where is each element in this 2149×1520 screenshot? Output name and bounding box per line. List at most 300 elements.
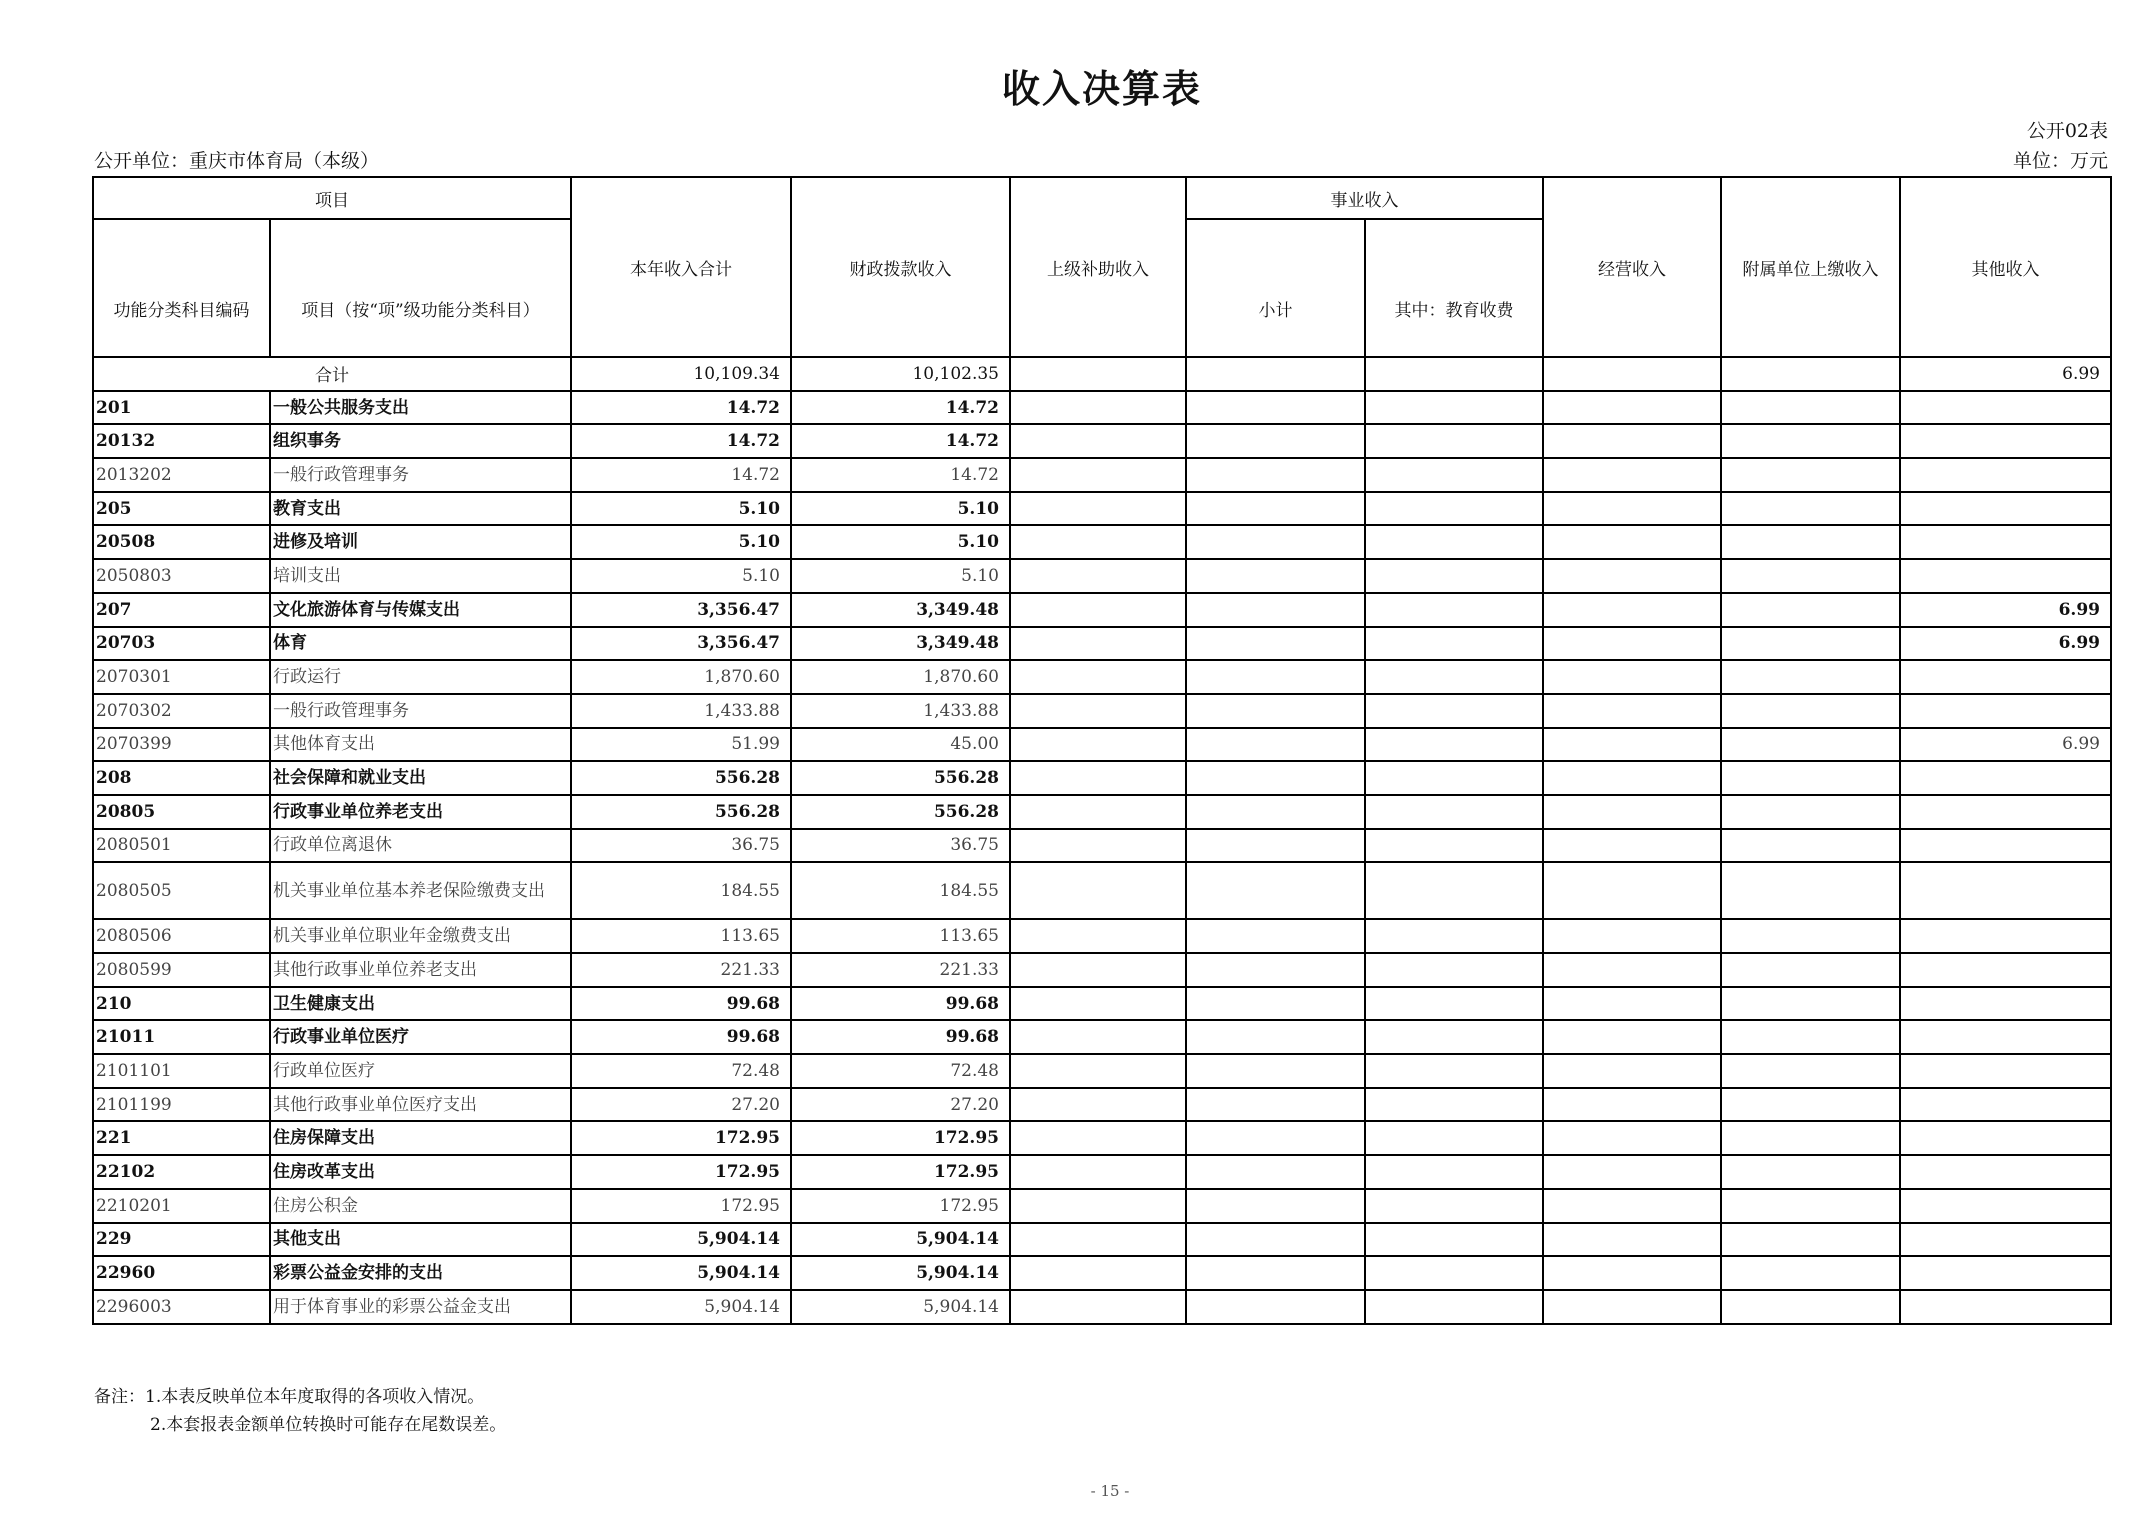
empty-cell xyxy=(1543,761,1721,795)
row-code: 2070399 xyxy=(93,728,270,762)
empty-cell xyxy=(1721,1020,1900,1054)
table-row xyxy=(93,593,2111,627)
empty-cell xyxy=(1543,987,1721,1021)
row-total: 99.68 xyxy=(571,987,791,1021)
empty-cell xyxy=(1186,391,1365,425)
row-other xyxy=(1900,862,2111,919)
header-total: 本年收入合计 xyxy=(571,177,791,357)
row-other xyxy=(1900,525,2111,559)
empty-cell xyxy=(1543,1088,1721,1122)
empty-cell xyxy=(1186,1189,1365,1223)
empty-cell xyxy=(1721,1088,1900,1122)
empty-cell xyxy=(1721,492,1900,526)
row-other xyxy=(1900,660,2111,694)
empty-cell xyxy=(1365,953,1543,987)
empty-cell xyxy=(1543,458,1721,492)
table-row xyxy=(93,1155,2111,1189)
row-other xyxy=(1900,829,2111,863)
row-name: 住房保障支出 xyxy=(270,1121,571,1155)
empty-cell xyxy=(1543,1155,1721,1189)
row-name: 体育 xyxy=(270,627,571,661)
empty-cell xyxy=(1186,795,1365,829)
row-other xyxy=(1900,1256,2111,1290)
empty-cell xyxy=(1543,1020,1721,1054)
row-fiscal: 1,870.60 xyxy=(791,660,1010,694)
empty-cell xyxy=(1365,795,1543,829)
table-row xyxy=(93,1189,2111,1223)
empty-cell xyxy=(1010,559,1186,593)
row-fiscal: 72.48 xyxy=(791,1054,1010,1088)
row-code: 201 xyxy=(93,391,270,425)
row-name: 其他行政事业单位医疗支出 xyxy=(270,1088,571,1122)
empty-cell xyxy=(1721,525,1900,559)
empty-cell xyxy=(1721,795,1900,829)
row-total: 184.55 xyxy=(571,862,791,919)
row-name: 其他行政事业单位养老支出 xyxy=(270,953,571,987)
empty-cell xyxy=(1365,728,1543,762)
row-fiscal: 556.28 xyxy=(791,795,1010,829)
empty-cell xyxy=(1365,391,1543,425)
table-row xyxy=(93,694,2111,728)
header-code: 功能分类科目编码 xyxy=(93,219,270,357)
row-code: 2013202 xyxy=(93,458,270,492)
empty-cell xyxy=(1543,559,1721,593)
empty-cell xyxy=(1010,1054,1186,1088)
empty-cell xyxy=(1721,1054,1900,1088)
empty-cell xyxy=(1365,593,1543,627)
row-fiscal: 221.33 xyxy=(791,953,1010,987)
empty-cell xyxy=(1365,1256,1543,1290)
table-row xyxy=(93,1223,2111,1257)
row-fiscal: 99.68 xyxy=(791,987,1010,1021)
empty-cell xyxy=(1186,728,1365,762)
money-unit: 单位：万元 xyxy=(2012,150,2108,172)
row-code: 22102 xyxy=(93,1155,270,1189)
header-business: 事业收入 xyxy=(1186,177,1543,219)
empty-cell xyxy=(1721,559,1900,593)
row-total: 27.20 xyxy=(571,1088,791,1122)
empty-cell xyxy=(1010,987,1186,1021)
empty-cell xyxy=(1010,1290,1186,1324)
row-fiscal: 172.95 xyxy=(791,1121,1010,1155)
table-row xyxy=(93,492,2111,526)
empty-cell xyxy=(1543,1189,1721,1223)
header-other: 其他收入 xyxy=(1900,177,2111,357)
row-code: 2080506 xyxy=(93,919,270,953)
row-other xyxy=(1900,1290,2111,1324)
row-fiscal: 27.20 xyxy=(791,1088,1010,1122)
row-name: 进修及培训 xyxy=(270,525,571,559)
empty-cell xyxy=(1365,1020,1543,1054)
empty-cell xyxy=(1186,559,1365,593)
row-other: 6.99 xyxy=(1900,627,2111,661)
empty-cell xyxy=(1365,862,1543,919)
row-name: 行政单位医疗 xyxy=(270,1054,571,1088)
empty-cell xyxy=(1721,1121,1900,1155)
empty-cell xyxy=(1721,1290,1900,1324)
empty-cell xyxy=(1186,627,1365,661)
header-affiliate: 附属单位上缴收入 xyxy=(1721,177,1900,357)
row-name: 组织事务 xyxy=(270,424,571,458)
row-other xyxy=(1900,1223,2111,1257)
empty-cell xyxy=(1010,728,1186,762)
empty-cell xyxy=(1186,987,1365,1021)
row-total: 172.95 xyxy=(571,1189,791,1223)
row-name: 培训支出 xyxy=(270,559,571,593)
row-other xyxy=(1900,919,2111,953)
empty-cell xyxy=(1186,829,1365,863)
row-code: 229 xyxy=(93,1223,270,1257)
row-code: 20508 xyxy=(93,525,270,559)
empty-cell xyxy=(1010,1020,1186,1054)
empty-cell xyxy=(1365,660,1543,694)
row-code: 20805 xyxy=(93,795,270,829)
empty-cell xyxy=(1365,987,1543,1021)
empty-cell xyxy=(1721,1189,1900,1223)
header-name: 项目（按“项”级功能分类科目） xyxy=(270,219,571,357)
empty-cell xyxy=(1365,1088,1543,1122)
table-row xyxy=(93,795,2111,829)
empty-cell xyxy=(1186,953,1365,987)
row-code: 2296003 xyxy=(93,1290,270,1324)
row-code: 207 xyxy=(93,593,270,627)
row-total: 99.68 xyxy=(571,1020,791,1054)
row-name: 行政事业单位医疗 xyxy=(270,1020,571,1054)
row-other xyxy=(1900,492,2111,526)
table-row xyxy=(93,424,2111,458)
total-other: 6.99 xyxy=(1900,357,2111,391)
row-total: 14.72 xyxy=(571,458,791,492)
row-fiscal: 1,433.88 xyxy=(791,694,1010,728)
empty-cell xyxy=(1365,559,1543,593)
note-1: 备注：1.本表反映单位本年度取得的各项收入情况。 xyxy=(94,1387,485,1407)
empty-cell xyxy=(1186,424,1365,458)
empty-cell xyxy=(1543,391,1721,425)
empty-cell xyxy=(1543,525,1721,559)
empty-cell xyxy=(1365,1121,1543,1155)
row-name: 一般行政管理事务 xyxy=(270,694,571,728)
page-title: 收入决算表 xyxy=(1001,66,1202,111)
row-total: 5,904.14 xyxy=(571,1256,791,1290)
empty-cell xyxy=(1010,953,1186,987)
row-total: 36.75 xyxy=(571,829,791,863)
table-row xyxy=(93,660,2111,694)
row-other xyxy=(1900,694,2111,728)
row-name: 机关事业单位职业年金缴费支出 xyxy=(270,919,571,953)
empty-cell xyxy=(1186,1088,1365,1122)
empty-cell xyxy=(1186,1256,1365,1290)
row-other xyxy=(1900,1088,2111,1122)
row-fiscal: 36.75 xyxy=(791,829,1010,863)
table-row xyxy=(93,627,2111,661)
empty-cell xyxy=(1365,694,1543,728)
row-fiscal: 172.95 xyxy=(791,1155,1010,1189)
row-other xyxy=(1900,391,2111,425)
empty-cell xyxy=(1721,424,1900,458)
empty-cell xyxy=(1543,953,1721,987)
empty-cell xyxy=(1010,1223,1186,1257)
row-total: 14.72 xyxy=(571,391,791,425)
row-fiscal: 14.72 xyxy=(791,424,1010,458)
row-other xyxy=(1900,458,2111,492)
empty-cell xyxy=(1010,829,1186,863)
table-row xyxy=(93,1020,2111,1054)
empty-cell xyxy=(1721,694,1900,728)
empty-cell xyxy=(1543,862,1721,919)
empty-cell xyxy=(1186,660,1365,694)
table-row xyxy=(93,1256,2111,1290)
empty-cell xyxy=(1010,492,1186,526)
row-name: 彩票公益金安排的支出 xyxy=(270,1256,571,1290)
row-total: 5,904.14 xyxy=(571,1290,791,1324)
row-total: 5.10 xyxy=(571,559,791,593)
row-code: 20132 xyxy=(93,424,270,458)
empty-cell xyxy=(1721,627,1900,661)
row-fiscal: 556.28 xyxy=(791,761,1010,795)
empty-cell xyxy=(1365,627,1543,661)
row-total: 5.10 xyxy=(571,492,791,526)
empty-cell xyxy=(1721,919,1900,953)
row-name: 行政单位离退休 xyxy=(270,829,571,863)
empty-cell xyxy=(1186,1121,1365,1155)
empty-cell xyxy=(1365,525,1543,559)
empty-cell xyxy=(1543,919,1721,953)
empty-cell xyxy=(1365,761,1543,795)
header-fiscal: 财政拨款收入 xyxy=(791,177,1010,357)
empty-cell xyxy=(1010,761,1186,795)
empty-cell xyxy=(1010,1155,1186,1189)
empty-cell xyxy=(1010,919,1186,953)
row-name: 其他支出 xyxy=(270,1223,571,1257)
table-row xyxy=(93,559,2111,593)
empty-cell xyxy=(1721,761,1900,795)
row-fiscal: 14.72 xyxy=(791,391,1010,425)
empty-cell xyxy=(1010,1088,1186,1122)
empty-cell xyxy=(1010,593,1186,627)
table-row xyxy=(93,391,2111,425)
empty-cell xyxy=(1543,1256,1721,1290)
table-row xyxy=(93,829,2111,863)
note-2: 2.本套报表金额单位转换时可能存在尾数误差。 xyxy=(150,1415,507,1435)
empty-cell xyxy=(1543,492,1721,526)
row-other xyxy=(1900,795,2111,829)
row-fiscal: 99.68 xyxy=(791,1020,1010,1054)
row-other: 6.99 xyxy=(1900,593,2111,627)
income-table xyxy=(92,176,2112,1325)
empty-cell xyxy=(1186,1155,1365,1189)
row-code: 205 xyxy=(93,492,270,526)
table-row xyxy=(93,458,2111,492)
row-total: 5,904.14 xyxy=(571,1223,791,1257)
empty-cell xyxy=(1365,458,1543,492)
empty-cell xyxy=(1721,458,1900,492)
row-other xyxy=(1900,1121,2111,1155)
row-code: 221 xyxy=(93,1121,270,1155)
row-fiscal: 5,904.14 xyxy=(791,1223,1010,1257)
total-total: 10,109.34 xyxy=(571,357,791,391)
row-name: 卫生健康支出 xyxy=(270,987,571,1021)
row-fiscal: 172.95 xyxy=(791,1189,1010,1223)
empty-cell xyxy=(1010,1189,1186,1223)
empty-cell xyxy=(1721,987,1900,1021)
empty-cell xyxy=(1365,829,1543,863)
empty-cell xyxy=(1010,795,1186,829)
row-total: 172.95 xyxy=(571,1121,791,1155)
empty-cell xyxy=(1010,862,1186,919)
empty-cell xyxy=(1721,1155,1900,1189)
row-fiscal: 113.65 xyxy=(791,919,1010,953)
row-fiscal: 45.00 xyxy=(791,728,1010,762)
empty-cell xyxy=(1010,458,1186,492)
row-name: 社会保障和就业支出 xyxy=(270,761,571,795)
empty-cell xyxy=(1365,1189,1543,1223)
row-fiscal: 5.10 xyxy=(791,525,1010,559)
empty-cell xyxy=(1186,862,1365,919)
empty-cell xyxy=(1186,593,1365,627)
empty-cell xyxy=(1543,829,1721,863)
row-total: 14.72 xyxy=(571,424,791,458)
empty-cell xyxy=(1721,660,1900,694)
empty-cell xyxy=(1186,1223,1365,1257)
row-code: 2101101 xyxy=(93,1054,270,1088)
row-other xyxy=(1900,953,2111,987)
table-row xyxy=(93,728,2111,762)
table-row xyxy=(93,862,2111,919)
row-name: 文化旅游体育与传媒支出 xyxy=(270,593,571,627)
header-operating: 经营收入 xyxy=(1543,177,1721,357)
row-total: 3,356.47 xyxy=(571,593,791,627)
table-row xyxy=(93,761,2111,795)
row-fiscal: 14.72 xyxy=(791,458,1010,492)
row-code: 2070302 xyxy=(93,694,270,728)
empty-cell xyxy=(1365,1223,1543,1257)
empty-cell xyxy=(1721,391,1900,425)
row-name: 行政事业单位养老支出 xyxy=(270,795,571,829)
row-total: 72.48 xyxy=(571,1054,791,1088)
row-other xyxy=(1900,559,2111,593)
empty-cell xyxy=(1543,593,1721,627)
empty-cell xyxy=(1543,660,1721,694)
empty-cell xyxy=(1721,953,1900,987)
row-fiscal: 5.10 xyxy=(791,559,1010,593)
row-fiscal: 3,349.48 xyxy=(791,593,1010,627)
header-item: 项目 xyxy=(93,177,571,219)
row-fiscal: 3,349.48 xyxy=(791,627,1010,661)
row-name: 住房改革支出 xyxy=(270,1155,571,1189)
empty-cell xyxy=(1543,1223,1721,1257)
row-code: 2070301 xyxy=(93,660,270,694)
row-other xyxy=(1900,424,2111,458)
empty-cell xyxy=(1365,919,1543,953)
row-code: 2080501 xyxy=(93,829,270,863)
row-code: 2210201 xyxy=(93,1189,270,1223)
empty-cell xyxy=(1721,728,1900,762)
row-total: 113.65 xyxy=(571,919,791,953)
row-total: 221.33 xyxy=(571,953,791,987)
empty-cell xyxy=(1365,1054,1543,1088)
reporting-unit: 公开单位：重庆市体育局（本级） xyxy=(94,150,380,172)
empty-cell xyxy=(1010,660,1186,694)
row-code: 208 xyxy=(93,761,270,795)
row-total: 1,870.60 xyxy=(571,660,791,694)
empty-cell xyxy=(1010,694,1186,728)
empty-cell xyxy=(1186,458,1365,492)
total-row xyxy=(93,357,2111,391)
empty-cell xyxy=(1721,862,1900,919)
row-name: 教育支出 xyxy=(270,492,571,526)
row-code: 2101199 xyxy=(93,1088,270,1122)
row-total: 5.10 xyxy=(571,525,791,559)
total-fiscal: 10,102.35 xyxy=(791,357,1010,391)
row-other xyxy=(1900,761,2111,795)
row-name: 住房公积金 xyxy=(270,1189,571,1223)
header-edu: 其中：教育收费 xyxy=(1365,219,1543,357)
empty-cell xyxy=(1010,424,1186,458)
row-name: 机关事业单位基本养老保险缴费支出 xyxy=(270,862,571,919)
empty-cell xyxy=(1186,761,1365,795)
empty-cell xyxy=(1365,492,1543,526)
row-other xyxy=(1900,1189,2111,1223)
row-other xyxy=(1900,987,2111,1021)
table-row xyxy=(93,1088,2111,1122)
table-row xyxy=(93,987,2111,1021)
row-fiscal: 5.10 xyxy=(791,492,1010,526)
header-superior: 上级补助收入 xyxy=(1010,177,1186,357)
table-row xyxy=(93,525,2111,559)
row-code: 210 xyxy=(93,987,270,1021)
empty-cell xyxy=(1543,424,1721,458)
row-code: 2080505 xyxy=(93,862,270,919)
empty-cell xyxy=(1543,795,1721,829)
empty-cell xyxy=(1365,1290,1543,1324)
form-number: 公开02表 xyxy=(2026,120,2108,142)
empty-cell xyxy=(1010,1121,1186,1155)
empty-cell xyxy=(1365,1155,1543,1189)
table-row xyxy=(93,1290,2111,1324)
row-total: 3,356.47 xyxy=(571,627,791,661)
row-code: 22960 xyxy=(93,1256,270,1290)
row-name: 行政运行 xyxy=(270,660,571,694)
table-row xyxy=(93,953,2111,987)
row-total: 51.99 xyxy=(571,728,791,762)
empty-cell xyxy=(1186,525,1365,559)
empty-cell xyxy=(1365,424,1543,458)
empty-cell xyxy=(1186,694,1365,728)
empty-cell xyxy=(1186,919,1365,953)
row-code: 2080599 xyxy=(93,953,270,987)
table-row xyxy=(93,1054,2111,1088)
empty-cell xyxy=(1543,1290,1721,1324)
row-fiscal: 184.55 xyxy=(791,862,1010,919)
row-code: 21011 xyxy=(93,1020,270,1054)
empty-cell xyxy=(1010,627,1186,661)
row-fiscal: 5,904.14 xyxy=(791,1290,1010,1324)
row-total: 556.28 xyxy=(571,795,791,829)
empty-cell xyxy=(1543,627,1721,661)
row-other xyxy=(1900,1155,2111,1189)
empty-cell xyxy=(1721,593,1900,627)
table-row xyxy=(93,1121,2111,1155)
empty-cell xyxy=(1186,492,1365,526)
empty-cell xyxy=(1721,1256,1900,1290)
total-label: 合计 xyxy=(93,357,571,391)
empty-cell xyxy=(1010,1256,1186,1290)
empty-cell xyxy=(1543,1121,1721,1155)
empty-cell xyxy=(1721,829,1900,863)
row-total: 556.28 xyxy=(571,761,791,795)
row-other xyxy=(1900,1054,2111,1088)
page-number: - 15 - xyxy=(1090,1482,1130,1500)
